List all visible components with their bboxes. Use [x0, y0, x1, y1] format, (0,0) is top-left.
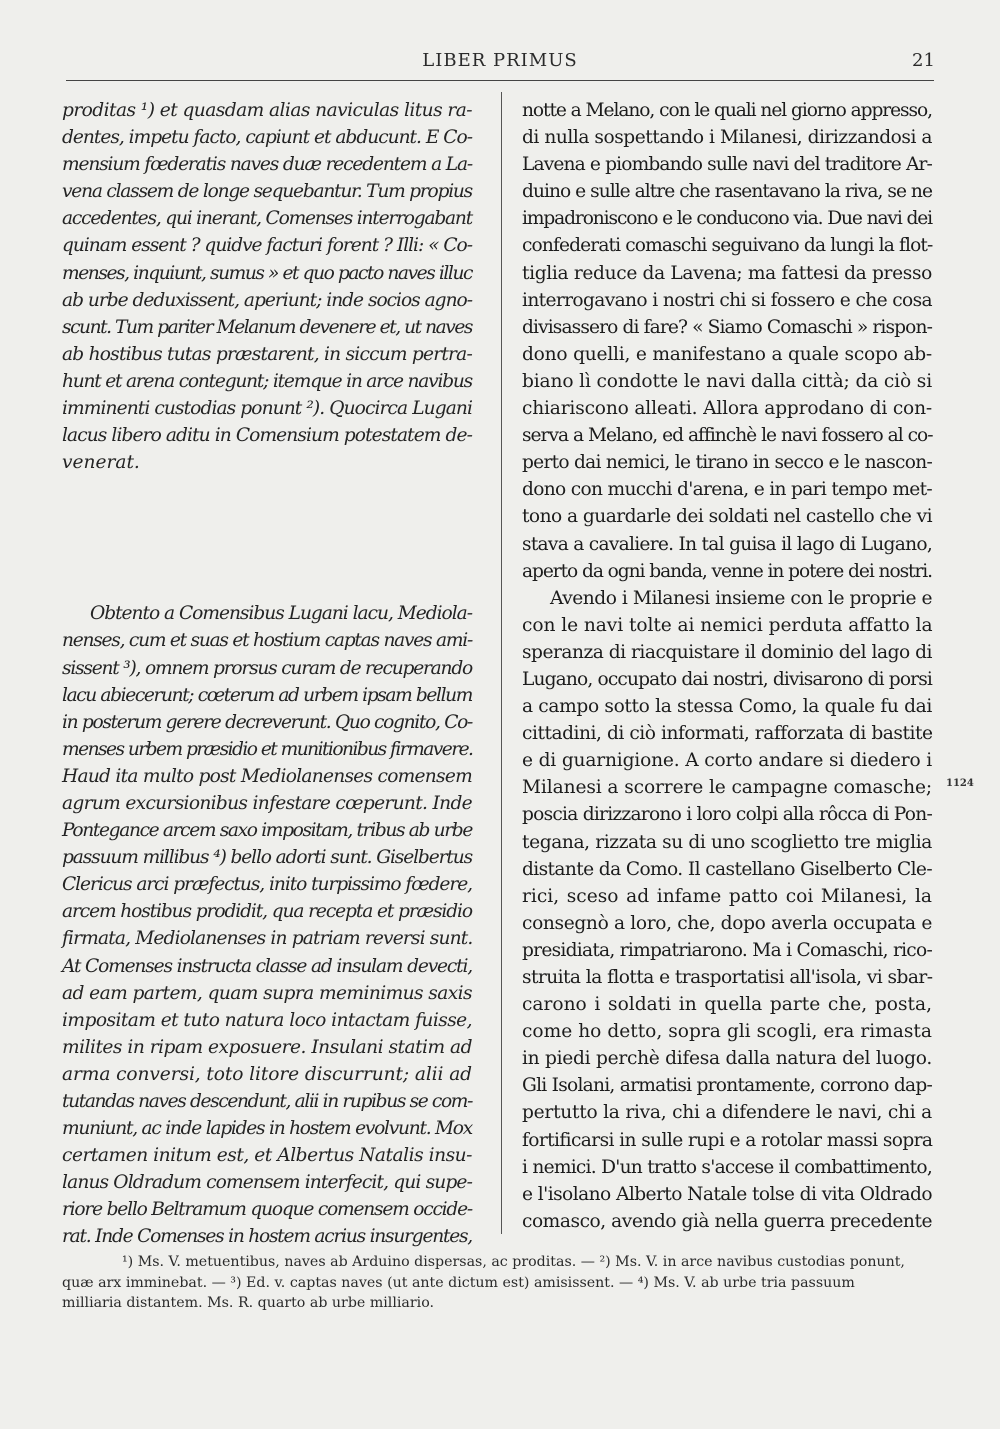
text-line: dono con mucchi d'arena, e in pari tempo met- [522, 479, 932, 501]
text-line: certamen initum est, et Albertus Natalis insu- [62, 1145, 472, 1167]
text-line: Haud ita multo post Mediolanenses comensem [62, 765, 472, 787]
text-line: i nemici. D'un tratto s'accese il combattimento, [522, 1156, 932, 1178]
text-line: menses, inquiunt, sumus » et quo pacto naves illuc [62, 262, 472, 284]
text-line: Lugano, occupato dai nostri, divisarono di porsi [522, 668, 932, 690]
text-line: dono quelli, e manifestano a quale scopo ab- [522, 343, 932, 365]
text-line: lacus libero aditu in Comensium potestatem de- [62, 425, 472, 447]
footnotes [62, 1252, 942, 1314]
text-line: Avendo i Milanesi insieme con le proprie e [550, 587, 932, 609]
text-line: biano lì condotte le navi dalla città; da ciò si [522, 370, 932, 392]
text-line: perto dai nemici, le tirano in secco e le nascon- [522, 452, 932, 474]
text-line: con le navi tolte ai nemici perduta affatto la [522, 614, 933, 636]
text-line: come ho detto, sopra gli scogli, era rimasta [522, 1021, 932, 1043]
text-line: At Comenses instructa classe ad insulam devecti, [62, 955, 472, 977]
text-line: stava a cavaliere. In tal guisa il lago di Lugano, [522, 533, 932, 555]
running-title: LIBER PRIMUS [422, 50, 578, 71]
text-line: ad eam partem, quam supra meminimus saxis [62, 982, 472, 1004]
text-line: nenses, cum et suas et hostium captas naves ami- [62, 630, 472, 652]
text-line: scunt. Tum pariter Melanum devenere et, ut naves [62, 316, 472, 338]
text-line: vena classem de longe sequebantur. Tum propius [62, 181, 472, 203]
text-line: tutandas naves descendunt, alii in rupibus se com- [62, 1091, 472, 1112]
latin-column [62, 97, 472, 1251]
margin-year-note: 1124 [946, 778, 974, 789]
footnote-line: ¹) Ms. V. metuentibus, naves ab Arduino dispersas, ac proditas. — ²) Ms. V. in arce navibus custodias ponunt, [122, 1254, 905, 1270]
text-line: imminenti custodias ponunt ²). Quocirca Lugani [62, 398, 472, 420]
text-line: impositam et tuto natura loco intactam fuisse, [62, 1009, 472, 1031]
text-line: agrum excursionibus infestare cœperunt. Inde [62, 792, 472, 814]
text-line: lanus Oldradum comensem interfecit, qui supe- [62, 1172, 472, 1194]
text-line: Pontegance arcem saxo impositam, tribus ab urbe [62, 820, 472, 842]
text-line: sissent ³), omnem prorsus curam de recuperando [62, 657, 472, 679]
text-line: Clericus arci præfectus, inito turpissimo fœdere, [62, 874, 472, 896]
text-line: fortificarsi in sulle rupi e a rotolar massi sopra [522, 1129, 933, 1151]
text-line: milites in ripam exposuere. Insulani statim ad [62, 1036, 472, 1058]
text-line: tiglia reduce da Lavena; ma fattesi da presso [522, 262, 932, 284]
text-line: dentes, impetu facto, capiunt et abducunt. E Co- [62, 127, 472, 149]
text-line: ab hostibus tutas præstarent, in siccum pertra- [62, 343, 472, 365]
footnote-line: milliaria distantem. Ms. R. quarto ab urbe milliario. [62, 1295, 434, 1311]
footnote-line: quæ arx imminebat. — ³) Ed. v. captas naves (ut ante dictum est) amisissent. — ⁴) Ms. V. ab urbe tria passuum [62, 1274, 855, 1291]
text-line: proditas ¹) et quasdam alias naviculas litus ra- [62, 100, 472, 121]
text-line: hunt et arena contegunt; itemque in arce navibus [62, 370, 472, 392]
page-number: 21 [912, 50, 935, 71]
text-line: mensium fœderatis naves duæ recedentem a La- [62, 154, 472, 176]
text-line: e l'isolano Alberto Natale tolse di vita Oldrado [522, 1183, 932, 1205]
latin-paragraph-2 [62, 600, 472, 1250]
text-line: in piedi perchè difesa dalla natura del luogo. [522, 1048, 932, 1070]
text-line: pertutto la riva, chi a difendere le navi, chi a [522, 1102, 932, 1124]
text-line: carono i soldati in quella parte che, posta, [522, 994, 932, 1016]
text-line: Obtento a Comensibus Lugani lacu, Mediola- [90, 603, 472, 625]
text-line: rici, sceso ad infame patto coi Milanesi, la [522, 885, 932, 907]
text-line: riore bello Beltramum quoque comensem occide- [62, 1199, 472, 1221]
text-line: lacu abiecerunt; cœterum ad urbem ipsam bellum [62, 684, 472, 706]
text-line: impadroniscono e le conducono via. Due navi dei [522, 208, 932, 230]
text-line: Milanesi a scorrere le campagne comasche; [522, 777, 932, 799]
text-line: passuum millibus ⁴) bello adorti sunt. Giselbertus [62, 847, 472, 869]
text-line: consegnò a loro, che, dopo averla occupata e [522, 912, 932, 934]
text-line: confederati comaschi seguivano da lungi la flot- [522, 235, 933, 257]
text-line: Lavena e piombando sulle navi del traditore Ar- [522, 154, 932, 176]
text-line: interrogavano i nostri chi si fossero e che cosa [522, 289, 932, 311]
text-line: arma conversi, toto litore discurrunt; alii ad [62, 1063, 472, 1085]
text-line: chiariscono alleati. Allora approdano di con- [522, 398, 932, 420]
text-line: muniunt, ac inde lapides in hostem evolvunt. Mox [62, 1118, 472, 1140]
text-line: presidiata, rimpatriarono. Ma i Comaschi, rico- [522, 939, 932, 961]
text-line: ab urbe deduxissent, aperiunt; inde socios agno- [62, 289, 472, 311]
text-line: struita la flotta e trasportatisi all'isola, vi sbar- [522, 967, 933, 988]
text-line: tegana, rizzata su di uno scoglietto tre miglia [522, 831, 932, 853]
italian-column [522, 97, 932, 1235]
text-line: venerat. [62, 452, 140, 474]
text-line: Gli Isolani, armatisi prontamente, corrono dap- [522, 1075, 932, 1097]
text-line: duino e sulle altre che rasentavano la riva, se ne [522, 181, 932, 203]
paragraph-gap [62, 476, 472, 600]
column-divider [501, 92, 502, 1234]
header-rule [66, 80, 934, 81]
text-line: notte a Melano, con le quali nel giorno appresso, [522, 100, 932, 121]
text-line: tono a guardarle dei soldati nel castello che vi [522, 506, 932, 528]
text-line: comasco, avendo già nella guerra precedente [522, 1210, 932, 1232]
text-line: a campo sotto la stessa Como, la quale fu dai [522, 696, 932, 718]
text-line: e di guarnigione. A corto andare si diedero i [522, 750, 932, 772]
text-line: di nulla sospettando i Milanesi, dirizzandosi a [522, 127, 932, 149]
text-line: firmata, Mediolanenses in patriam reversi sunt. [62, 928, 473, 950]
text-line: aperto da ogni banda, venne in potere dei nostri. [522, 560, 932, 582]
text-line: accedentes, qui inerant, Comenses interrogabant [62, 208, 472, 230]
text-line: rat. Inde Comenses in hostem acrius insurgentes, [62, 1226, 472, 1248]
text-line: divisassero di fare? « Siamo Comaschi » rispon- [522, 316, 932, 338]
text-line: menses urbem præsidio et munitionibus firmavere. [62, 738, 473, 760]
text-line: poscia dirizzarono i loro colpi alla rôcca di Pon- [522, 804, 932, 826]
text-line: distante da Como. Il castellano Giselberto Cle- [522, 858, 932, 880]
text-line: cittadini, di ciò informati, rafforzata di bastite [522, 723, 933, 745]
text-line: serva a Melano, ed affinchè le navi fossero al co- [522, 425, 933, 447]
text-line: in posterum gerere decreverunt. Quo cognito, Co- [62, 711, 472, 733]
text-line: speranza di riacquistare il dominio del lago di [522, 641, 932, 663]
text-line: quinam essent ? quidve facturi forent ? Illi: « Co- [62, 235, 472, 257]
latin-paragraph-1 [62, 97, 472, 476]
text-line: arcem hostibus prodidit, qua recepta et præsidio [62, 901, 472, 923]
